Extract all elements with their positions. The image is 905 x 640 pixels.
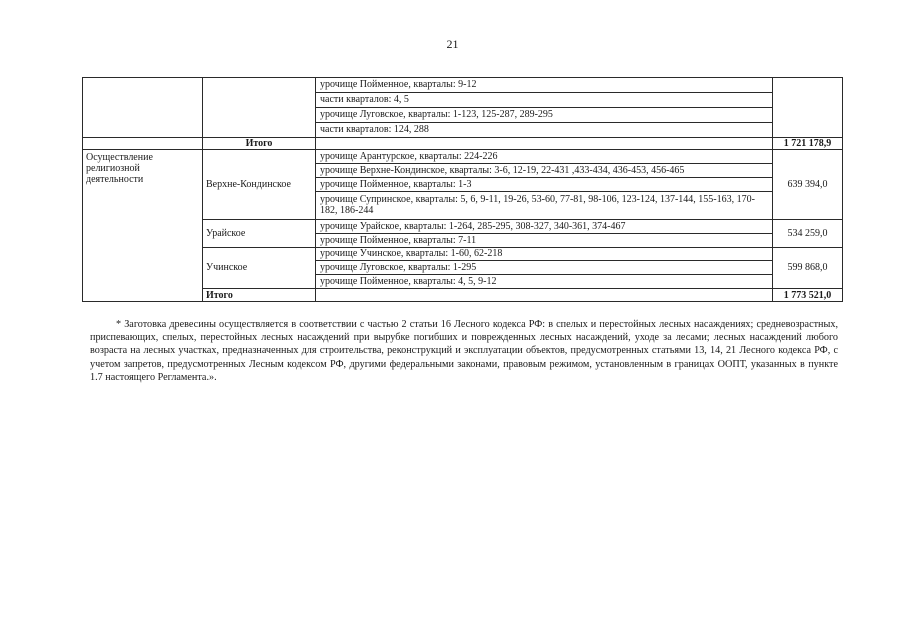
subtotal-label: Итого (203, 137, 316, 150)
total-label: Итого (203, 289, 316, 302)
location-cell: урочище Верхне-Кондинское, кварталы: 3-6, 12-19, 22-431 ,433-434, 436-453, 456-465 (316, 164, 773, 178)
location-cell: урочище Луговское, кварталы: 1-123, 125-287, 289-295 (316, 107, 773, 122)
forestry-cell-empty (203, 78, 316, 138)
volume-cell: 599 868,0 (773, 247, 843, 289)
location-cell: урочище Луговское, кварталы: 1-295 (316, 261, 773, 275)
location-cell: части кварталов: 124, 288 (316, 122, 773, 137)
location-cell: урочище Пойменное, кварталы: 4, 5, 9-12 (316, 275, 773, 289)
location-cell: урочище Урайское, кварталы: 1-264, 285-295, 308-327, 340-361, 374-467 (316, 219, 773, 233)
forestry-cell: Учинское (203, 247, 316, 289)
forestry-cell: Верхне-Кондинское (203, 150, 316, 219)
table-row (83, 78, 843, 93)
subtotal-blank-cell (316, 137, 773, 150)
subtotal-volume: 1 721 178,9 (773, 137, 843, 150)
footnote: * Заготовка древесины осуществляется в соответствии с частью 2 статьи 16 Лесного кодекса РФ: в спелых и перестойных лесных насаждениях; средневозрастных, приспевающих, спелых, перестойных лесных насаждений при вырубке погибших и поврежденных лесных насаждений, уходе за лесами; лесных насаждений любого возраста на лесных участках, предназначенных для строительства, реконструкций и эксплуатации объектов, предусмотренных статьями 13, 14, 21 Лесного кодекса РФ, с учетом запретов, предусмотренных Лесным кодексом РФ, другими федеральными законами, правовым режимом, установленным в границах ООПТ, указанных в пункте 1.7 настоящего Регламента.». (90, 319, 838, 383)
location-cell: урочище Учинское, кварталы: 1-60, 62-218 (316, 247, 773, 261)
table-row (83, 150, 843, 164)
page-number: 21 (446, 37, 459, 51)
forestry-cell: Урайское (203, 219, 316, 247)
location-cell: урочище Пойменное, кварталы: 9-12 (316, 78, 773, 93)
purpose-cell-empty (83, 78, 203, 138)
subtotal-row (83, 137, 843, 150)
total-volume: 1 773 521,0 (773, 289, 843, 302)
purpose-cell: Осуществление религиозной деятельности (83, 150, 203, 302)
volume-cell-empty (773, 78, 843, 138)
total-blank-cell (316, 289, 773, 302)
volume-cell: 534 259,0 (773, 219, 843, 247)
location-cell: урочище Супринское, кварталы: 5, 6, 9-11, 19-26, 53-60, 77-81, 98-106, 123-124, 137-144, 155-163, 170-182, 186-244 (316, 192, 773, 220)
location-cell: урочище Пойменное, кварталы: 7-11 (316, 233, 773, 247)
subtotal-blank-cell (83, 137, 203, 150)
location-cell: урочище Арантурское, кварталы: 224-226 (316, 150, 773, 164)
volume-cell: 639 394,0 (773, 150, 843, 219)
forest-use-table (82, 77, 843, 302)
location-cell: части кварталов: 4, 5 (316, 92, 773, 107)
location-cell: урочище Пойменное, кварталы: 1-3 (316, 178, 773, 192)
